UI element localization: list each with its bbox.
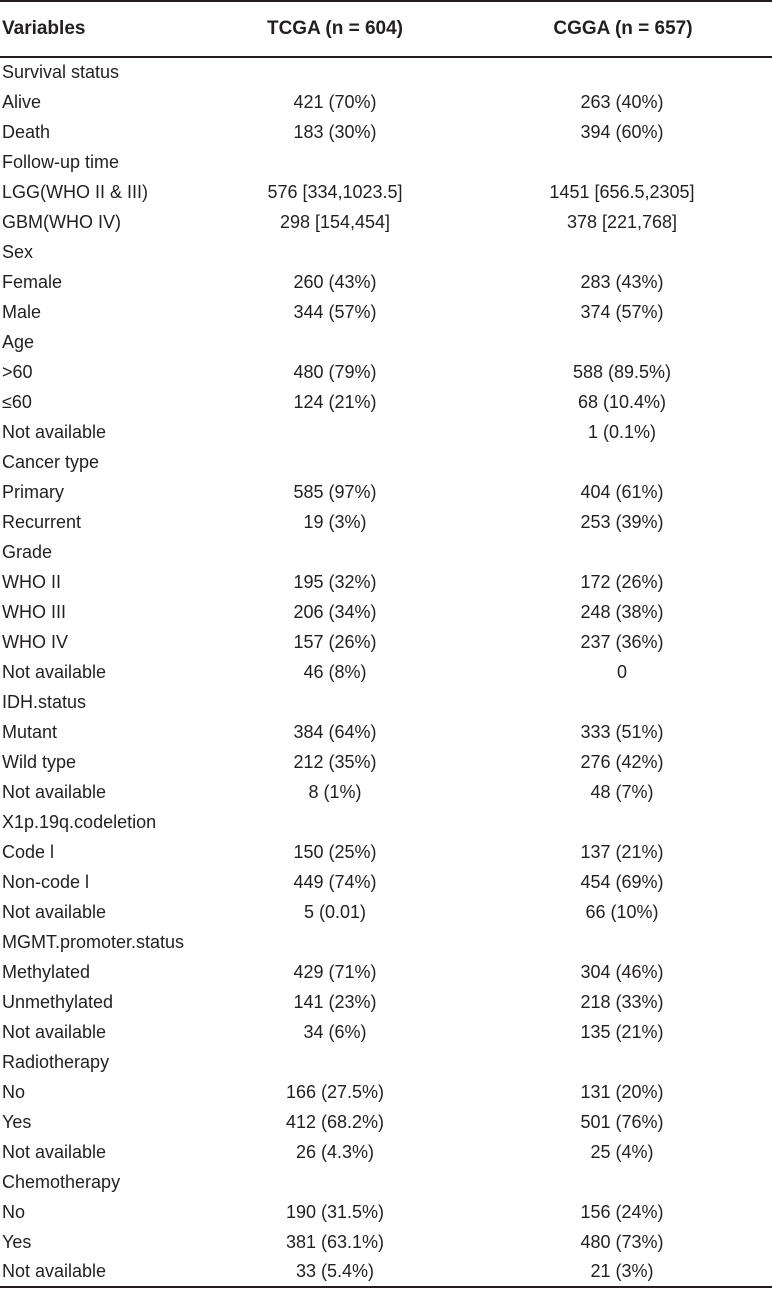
tcga-value: 421 (70%) [293,91,377,112]
table-row [0,477,772,507]
row-label: X1p.19q.codeletion [2,811,157,832]
cgga-value: 248 (38%) [580,601,664,622]
table-row [0,417,772,447]
row-label: WHO III [2,601,66,622]
table-row [0,387,772,417]
table-row [0,297,772,327]
cgga-value [472,807,772,837]
tcga-value: 46 (8%) [303,661,367,682]
cgga-value [472,327,772,357]
cgga-value [472,237,772,267]
tcga-value: 212 (35%) [293,751,377,772]
tcga-value: 449 (74%) [293,871,377,892]
header-row [0,1,772,57]
table-row [0,207,772,237]
table-row [0,507,772,537]
row-label: Unmethylated [2,991,114,1012]
tcga-value [218,1047,472,1077]
row-label: ≤60 [2,391,32,412]
row-label: Primary [2,481,64,502]
cgga-value: 135 (21%) [580,1021,664,1042]
row-label: GBM(WHO IV) [2,211,121,232]
row-label: Survival status [2,62,120,82]
row-label: Not available [2,421,107,442]
tcga-value [218,147,472,177]
tcga-value: 5 (0.01) [303,901,367,922]
tcga-value: 344 (57%) [293,301,377,322]
cgga-value: 218 (33%) [580,991,664,1012]
cgga-value: 1 (0.1%) [587,421,657,442]
tcga-value [218,237,472,267]
tcga-value: 206 (34%) [293,601,377,622]
table-row [0,327,772,357]
tcga-value: 19 (3%) [303,511,367,532]
cgga-value [472,147,772,177]
row-label: Chemotherapy [2,1171,121,1192]
table-row [0,237,772,267]
row-label: IDH.status [2,691,87,712]
row-label: Yes [2,1231,32,1252]
row-label: Not available [2,901,107,922]
tcga-value: 150 (25%) [293,841,377,862]
tcga-value: 384 (64%) [293,721,377,742]
cgga-value: 68 (10.4%) [577,391,667,412]
tcga-value [218,327,472,357]
row-label: Age [2,331,35,352]
tcga-value: 33 (5.4%) [218,1257,472,1287]
tcga-value: 576 [334,1023.5] [267,181,403,202]
table-row [0,657,772,687]
table-row [0,717,772,747]
row-label: Grade [2,541,53,562]
tcga-value: 429 (71%) [293,961,377,982]
cgga-value: 237 (36%) [580,631,664,652]
row-label: Follow-up time [2,151,120,172]
tcga-value: 157 (26%) [293,631,377,652]
tcga-value: 480 (79%) [293,361,377,382]
row-label: WHO IV [2,631,68,652]
tcga-value: 260 (43%) [293,271,377,292]
cgga-value: 394 (60%) [580,121,664,142]
tcga-value: 195 (32%) [293,571,377,592]
cgga-value: 283 (43%) [580,271,664,292]
table-row [0,177,772,207]
row-label: Wild type [2,751,77,772]
table-row [0,1197,772,1227]
row-label: Not available [2,1141,107,1162]
tcga-value [218,1167,472,1197]
table-row [0,957,772,987]
cgga-value: 374 (57%) [580,301,664,322]
table-row [0,1047,772,1077]
table-row [0,807,772,837]
cgga-value [472,537,772,567]
table-row [0,147,772,177]
tcga-value: 26 (4.3%) [295,1141,375,1162]
cgga-value: 378 [221,768] [566,211,678,232]
cgga-value: 263 (40%) [580,91,664,112]
row-label: No [2,1081,26,1102]
table-row [0,1227,772,1257]
tcga-value: 412 (68.2%) [285,1111,385,1132]
row-label: Non-code l [2,871,90,892]
table-row [0,87,772,117]
header-cgga: CGGA (n = 657) [472,1,772,57]
cgga-value: 588 (89.5%) [572,361,672,382]
cgga-value [472,1047,772,1077]
cgga-value: 131 (20%) [580,1081,664,1102]
cgga-value: 454 (69%) [580,871,664,892]
table-row [0,357,772,387]
row-label: Not available [2,781,107,802]
tcga-value: 183 (30%) [293,121,377,142]
cgga-value: 66 (10%) [585,901,659,922]
tcga-value: 585 (97%) [293,481,377,502]
cgga-value: 333 (51%) [580,721,664,742]
row-label: Death [2,121,51,142]
cgga-value: 0 [616,661,627,682]
tcga-value: 141 (23%) [293,991,377,1012]
table-body [0,57,772,1287]
row-label: Alive [2,91,42,112]
table-row [0,267,772,297]
cgga-value: 253 (39%) [580,511,664,532]
tcga-value [218,417,472,447]
tcga-value: 124 (21%) [293,391,377,412]
row-label: Not available [0,1257,218,1287]
cgga-value: 172 (26%) [580,571,664,592]
row-label: LGG(WHO II & III) [2,181,149,202]
table-row [0,867,772,897]
table-row [0,747,772,777]
table-row [0,1137,772,1167]
row-label: Sex [2,241,34,262]
cgga-value: 137 (21%) [580,841,664,862]
tcga-value [218,807,472,837]
cgga-value [472,1167,772,1197]
tcga-value: 8 (1%) [308,781,362,802]
cgga-value: 21 (3%) [472,1257,772,1287]
table-row [0,1167,772,1197]
cgga-value [472,57,772,87]
tcga-value: 190 (31.5%) [285,1201,385,1222]
table-row [0,927,772,957]
cgga-value [472,687,772,717]
table-row [0,1017,772,1047]
row-label: Recurrent [2,511,82,532]
tcga-value [218,927,472,957]
row-label: Code l [2,841,55,862]
cgga-value: 501 (76%) [580,1111,664,1132]
table-header [0,1,772,57]
tcga-value [218,447,472,477]
row-label: Not available [2,661,107,682]
table-row [0,1077,772,1107]
table-row [0,837,772,867]
table-row [0,537,772,567]
row-label: Yes [2,1111,32,1132]
row-label: No [2,1201,26,1222]
header-variables: Variables [0,1,218,57]
cgga-value: 304 (46%) [580,961,664,982]
row-label: Female [2,271,63,292]
table-row [0,597,772,627]
table-row [0,987,772,1017]
row-label: Male [2,301,42,322]
tcga-value: 381 (63.1%) [285,1231,385,1252]
table-row [0,687,772,717]
row-label: Methylated [2,961,91,982]
table-row [0,1257,772,1287]
tcga-value: 166 (27.5%) [285,1081,385,1102]
tcga-value: 34 (6%) [303,1021,367,1042]
row-label: Mutant [2,721,58,742]
header-tcga: TCGA (n = 604) [218,1,472,57]
table-row [0,567,772,597]
table-row [0,447,772,477]
table-row [0,627,772,657]
row-label: WHO II [2,571,61,592]
cgga-value: 480 (73%) [580,1231,664,1252]
cgga-value [472,447,772,477]
row-label: Not available [2,1021,107,1042]
row-label: >60 [2,361,33,382]
cgga-value: 276 (42%) [580,751,664,772]
tcga-value [218,537,472,567]
row-label: Cancer type [2,451,100,472]
row-label: Radiotherapy [2,1051,110,1072]
tcga-value: 298 [154,454] [279,211,391,232]
table-row [0,897,772,927]
cgga-value: 48 (7%) [590,781,654,802]
cgga-value: 1451 [656.5,2305] [549,181,695,202]
table-row [0,117,772,147]
table-row [0,57,772,87]
cgga-value: 404 (61%) [580,481,664,502]
cgga-value: 156 (24%) [580,1201,664,1222]
tcga-value [218,687,472,717]
cgga-value [472,927,772,957]
cgga-value: 25 (4%) [590,1141,654,1162]
row-label: MGMT.promoter.status [2,931,185,952]
table-row [0,777,772,807]
tcga-value [218,57,472,87]
table-row [0,1107,772,1137]
